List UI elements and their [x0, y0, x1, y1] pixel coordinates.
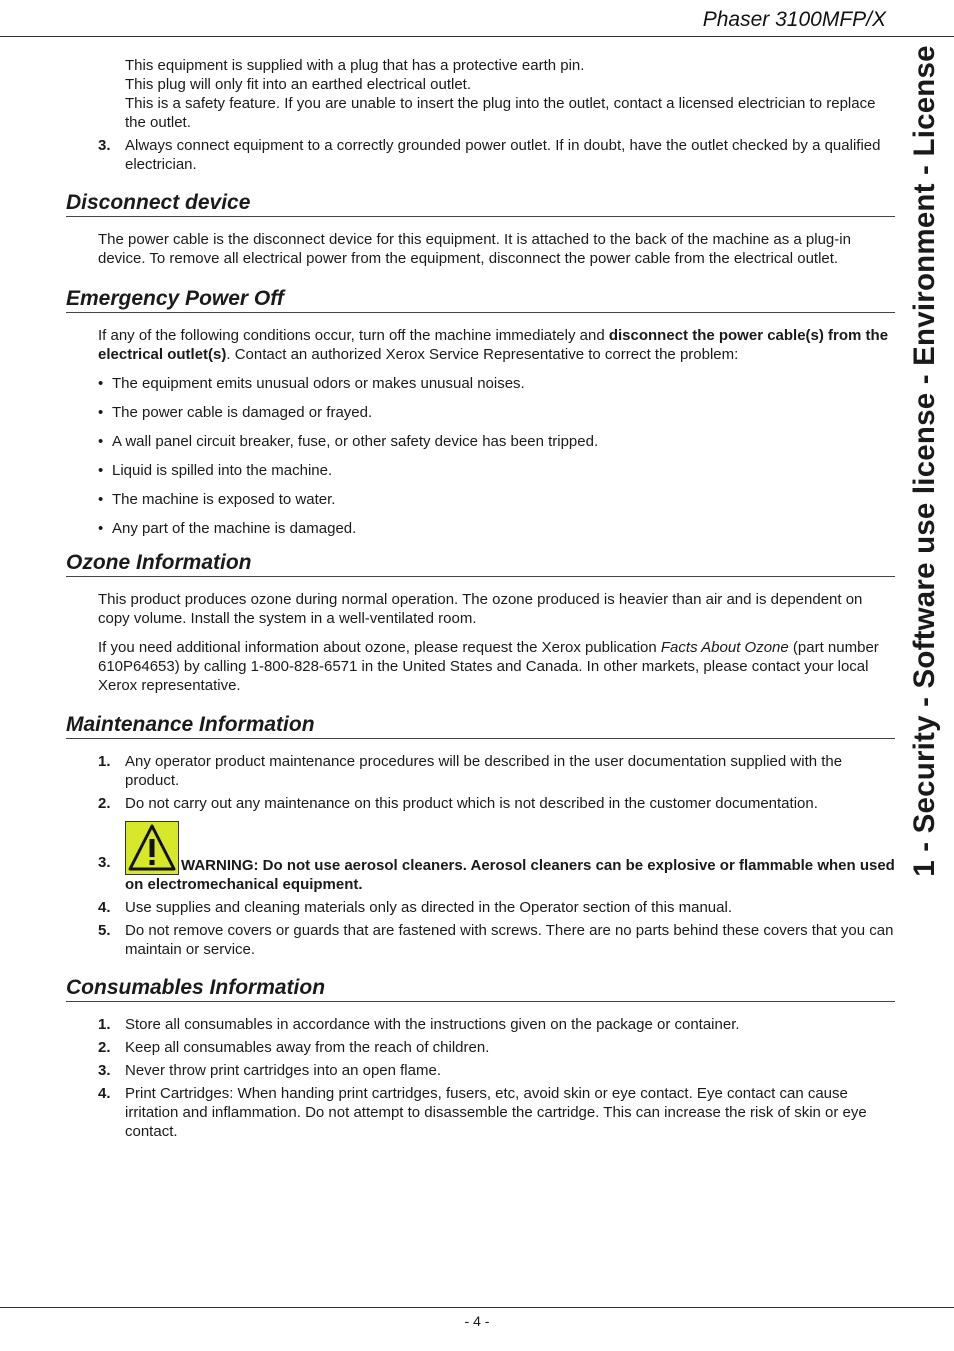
header-title: Phaser 3100MFP/X	[702, 8, 886, 31]
item-number: 5.	[98, 922, 111, 939]
intro-line: This equipment is supplied with a plug that has a protective earth pin.	[125, 57, 585, 74]
intro-line: This plug will only fit into an earthed electrical outlet.	[125, 76, 472, 93]
intro-list	[66, 136, 895, 174]
list-item	[66, 921, 895, 959]
bullet-item: • Any part of the machine is damaged.	[98, 519, 895, 538]
section-heading-disconnect: Disconnect device	[66, 193, 895, 217]
ozone-p2-a: If you need additional information about ozone, please request the Xerox publication	[98, 639, 661, 656]
bullet-item: • The machine is exposed to water.	[98, 490, 895, 509]
header-rule	[0, 36, 954, 37]
emergency-intro	[98, 326, 895, 364]
item-text: Use supplies and cleaning materials only as directed in the Operator section of this manual.	[125, 899, 732, 916]
warning-item	[66, 821, 895, 894]
list-item	[66, 136, 895, 174]
item-number: 3.	[98, 137, 111, 154]
item-text: Never throw print cartridges into an open flame.	[125, 1062, 441, 1079]
item-number: 3.	[98, 1062, 111, 1079]
page-number: - 4 -	[464, 1313, 490, 1329]
intro-lines	[125, 56, 895, 132]
maintenance-list-continued	[66, 898, 895, 959]
item-number: 4.	[98, 899, 111, 916]
item-number: 2.	[98, 795, 111, 812]
section-heading-maintenance: Maintenance Information	[66, 715, 895, 739]
list-item	[66, 1015, 895, 1034]
emergency-intro-a: If any of the following conditions occur, turn off the machine immediately and	[98, 327, 609, 344]
page-content	[66, 56, 895, 1145]
list-item	[66, 1084, 895, 1141]
item-text: Store all consumables in accordance with the instructions given on the package or container.	[125, 1016, 740, 1033]
ozone-p2-b: (part number 610P64653) by calling 1-800-828-6571 in the United States and Canada. In other markets, please contact your local Xerox representative.	[98, 639, 879, 694]
item-number: 1.	[98, 1016, 111, 1033]
intro-line: This is a safety feature. If you are unable to insert the plug into the outlet, contact a licensed electrician to replace the outlet.	[125, 95, 876, 131]
item-text: Any operator product maintenance procedures will be described in the user documentation supplied with the product.	[125, 753, 843, 789]
bullet-item: • Liquid is spilled into the machine.	[98, 461, 895, 480]
item-number: 2.	[98, 1039, 111, 1056]
side-title-text: 1 - Security - Software use license - Environment - License	[908, 44, 941, 877]
bullet-item: • The equipment emits unusual odors or makes unusual noises.	[98, 374, 895, 393]
list-item	[66, 752, 895, 790]
ozone-p2	[98, 638, 895, 695]
side-title	[895, 44, 954, 877]
list-item	[66, 1061, 895, 1080]
ozone-p1: This product produces ozone during normal operation. The ozone produced is heavier than air and is dependent on copy volume. Install the system in a well-ventilated room.	[98, 591, 863, 627]
emergency-intro-bold: disconnect the power cable(s) from the electrical outlet(s)	[98, 327, 889, 363]
emergency-intro-b: . Contact an authorized Xerox Service Representative to correct the problem:	[226, 346, 739, 363]
bullet-item: • The power cable is damaged or frayed.	[98, 403, 895, 422]
list-item	[66, 794, 895, 813]
warning-triangle-icon	[125, 821, 179, 875]
item-text: Print Cartridges: When handing print cartridges, fusers, etc, avoid skin or eye contact. Eye contact can cause irritation and inflammation. Do not attempt to disassemble the cartridge. This can increase the risk of skin or eye contact.	[125, 1085, 867, 1140]
maintenance-list	[66, 752, 895, 813]
item-text: Keep all consumables away from the reach of children.	[125, 1039, 490, 1056]
consumables-list	[66, 1015, 895, 1141]
bullet-item: • A wall panel circuit breaker, fuse, or other safety device has been tripped.	[98, 432, 895, 451]
footer-rule	[0, 1307, 954, 1308]
section-heading-emergency: Emergency Power Off	[66, 289, 895, 313]
item-text: Do not carry out any maintenance on this product which is not described in the customer documentation.	[125, 795, 818, 812]
disconnect-text: The power cable is the disconnect device for this equipment. It is attached to the back of the machine as a plug-in device. To remove all electrical power from the equipment, disconnect the power cable from the electrical outlet.	[98, 231, 851, 267]
item-text: Do not remove covers or guards that are fastened with screws. There are no parts behind these covers that you can maintain or service.	[125, 922, 894, 958]
item-number: 3.	[98, 854, 111, 871]
list-item	[66, 1038, 895, 1057]
section-heading-consumables: Consumables Information	[66, 978, 895, 1002]
list-item	[66, 898, 895, 917]
emergency-bullets	[98, 374, 895, 538]
ozone-publication-title: Facts About Ozone	[660, 639, 789, 656]
item-number: 1.	[98, 753, 111, 770]
item-text: Always connect equipment to a correctly grounded power outlet. If in doubt, have the outlet checked by a qualified electrician.	[125, 137, 881, 173]
section-heading-ozone: Ozone Information	[66, 553, 895, 577]
warning-text: WARNING: Do not use aerosol cleaners. Aerosol cleaners can be explosive or flammable when used on electromechanical equipment.	[125, 857, 895, 893]
item-number: 4.	[98, 1085, 111, 1102]
